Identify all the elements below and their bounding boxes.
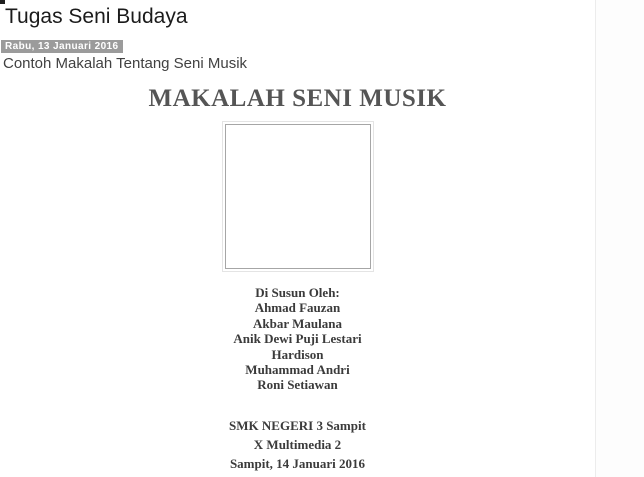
author-line: Muhammad Andri — [245, 362, 350, 378]
author-line: Hardison — [271, 346, 324, 362]
post-body — [0, 86, 595, 476]
author-line: Roni Setiawan — [257, 377, 338, 393]
byline-block — [0, 285, 595, 393]
cover-image-inner-frame — [225, 124, 371, 269]
place-and-date: Sampit, 14 Januari 2016 — [229, 455, 366, 471]
cover-image-placeholder[interactable] — [222, 121, 374, 272]
class-name: X Multimedia 2 — [253, 436, 342, 452]
byline-label: Di Susun Oleh: — [255, 285, 340, 300]
author-line: Ahmad Fauzan — [254, 300, 341, 316]
author-line: Anik Dewi Puji Lestari — [233, 331, 362, 347]
blog-title-link[interactable]: Tugas Seni Budaya — [5, 5, 188, 28]
document-heading: MAKALAH SENI MUSIK — [148, 85, 447, 112]
post-title-link[interactable]: Contoh Makalah Tentang Seni Musik — [3, 55, 248, 72]
school-name: SMK NEGERI 3 Sampit — [229, 417, 366, 433]
author-line: Akbar Maulana — [253, 315, 342, 331]
date-header-badge: Rabu, 13 Januari 2016 — [1, 40, 123, 53]
school-footer-block — [0, 419, 595, 471]
